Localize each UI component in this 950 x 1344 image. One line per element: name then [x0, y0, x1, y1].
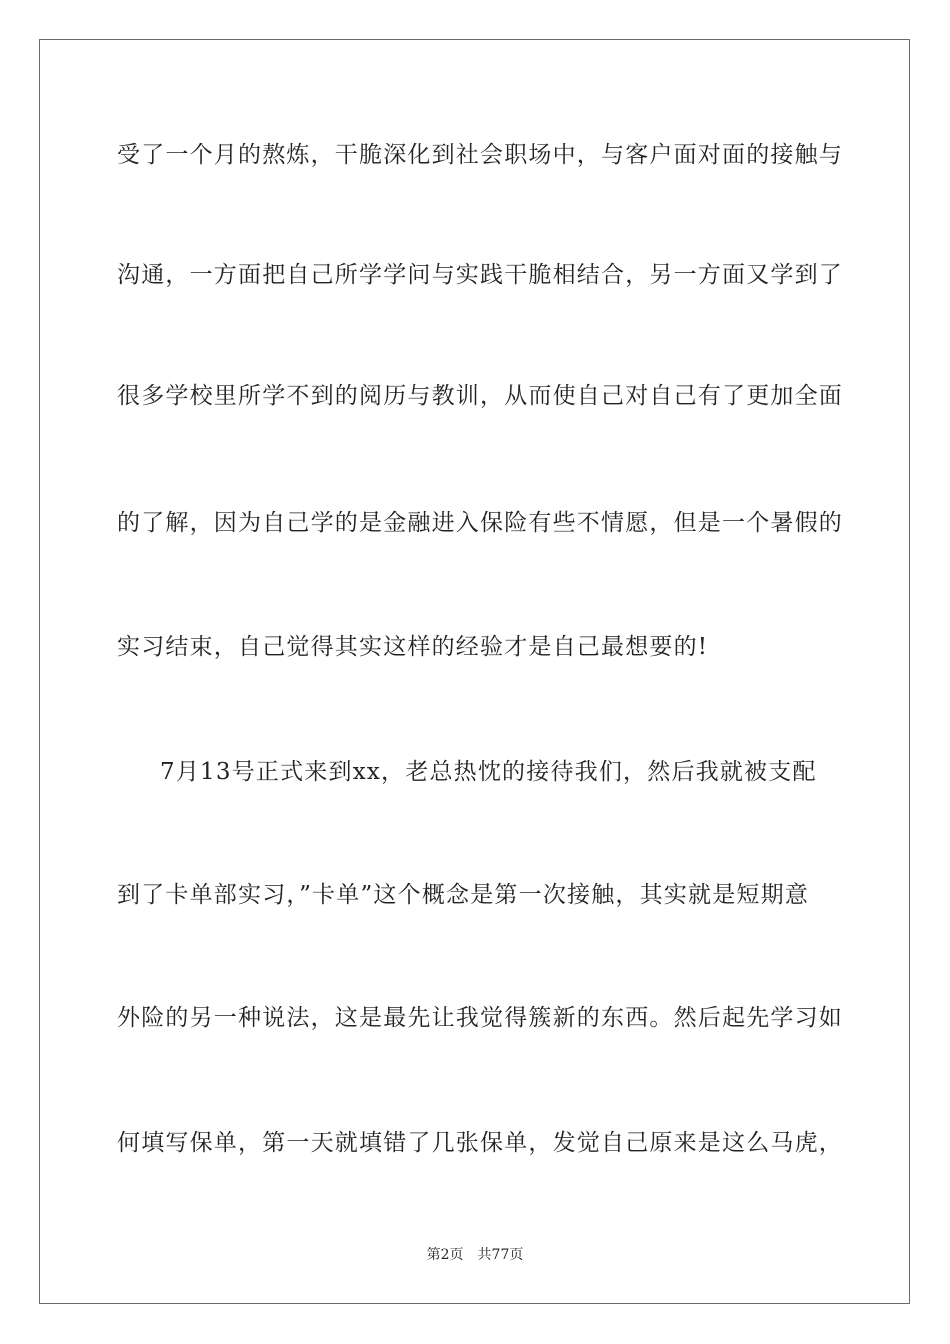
body-text-line: 到了卡单部实习，”卡单”这个概念是第一次接触，其实就是短期意	[117, 882, 810, 908]
body-text-line: 受了一个月的熬炼，干脆深化到社会职场中，与客户面对面的接触与	[117, 142, 843, 168]
page-number: 第2页	[426, 1247, 464, 1263]
body-text-line: 实习结束，自己觉得其实这样的经验才是自己最想要的!	[117, 634, 709, 660]
page-total: 共77页	[477, 1247, 524, 1263]
body-text-line: 沟通，一方面把自己所学学问与实践干脆相结合，另一方面又学到了	[117, 262, 843, 288]
page-footer	[0, 1244, 950, 1264]
body-text-line: 很多学校里所学不到的阅历与教训，从而使自己对自己有了更加全面	[117, 383, 843, 409]
body-text-line: 何填写保单，第一天就填错了几张保单，发觉自己原来是这么马虎，	[117, 1130, 843, 1156]
body-text-line: 的了解，因为自己学的是金融进入保险有些不情愿，但是一个暑假的	[117, 510, 843, 536]
body-text-line: 外险的另一种说法，这是最先让我觉得簇新的东西。然后起先学习如	[117, 1005, 843, 1031]
paragraph-first-line: 7月13号正式来到xx，老总热忱的接待我们，然后我就被支配	[160, 759, 817, 785]
page-border	[39, 39, 910, 1304]
